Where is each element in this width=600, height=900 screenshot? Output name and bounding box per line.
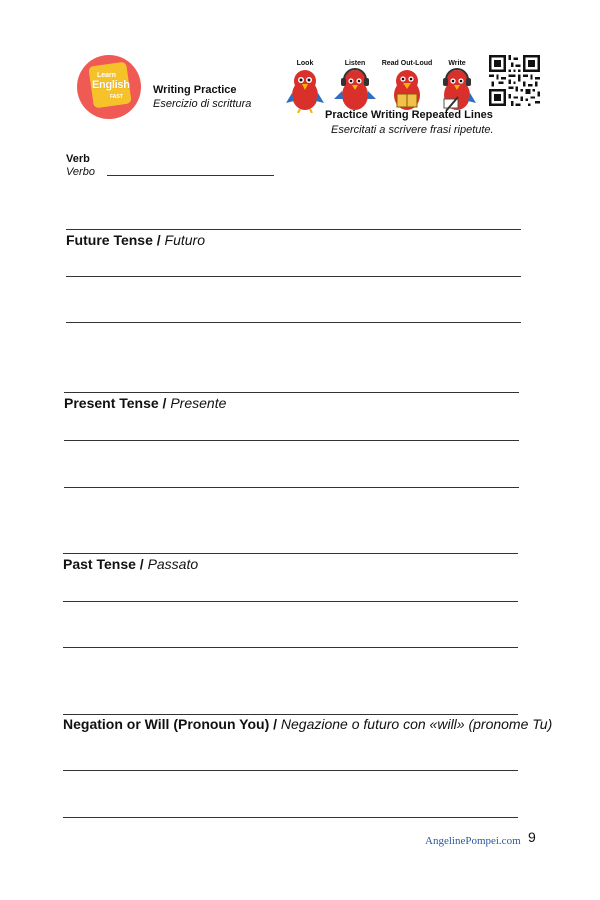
writing-line[interactable]	[64, 392, 519, 393]
writing-line[interactable]	[63, 553, 518, 554]
section-heading-separator: /	[269, 716, 281, 732]
step-label-read-out-loud: Read Out-Loud	[381, 60, 433, 67]
section-heading-it: Passato	[147, 556, 199, 572]
writing-line[interactable]	[66, 322, 521, 323]
section-heading-separator: /	[152, 232, 165, 248]
section-heading-it: Presente	[170, 395, 227, 411]
page-number: 9	[528, 829, 536, 845]
parrot-write-icon	[436, 67, 478, 113]
learn-english-fast-logo	[77, 55, 141, 119]
section-heading-future	[66, 232, 205, 248]
verb-label: Verb	[66, 153, 90, 165]
section-heading-it: Futuro	[164, 232, 206, 248]
logo-text-learn: Learn	[97, 72, 117, 79]
section-heading-negation	[63, 716, 552, 732]
logo-text-english: English	[92, 79, 130, 91]
logo-text-fast: FAST	[110, 94, 123, 100]
parrot-look-icon	[284, 67, 326, 113]
writing-line[interactable]	[63, 817, 518, 818]
practice-title: Practice Writing Repeated Lines	[325, 109, 493, 121]
writing-line[interactable]	[63, 770, 518, 771]
parrot-read-out-loud-icon	[386, 67, 428, 113]
step-label-write: Write	[448, 60, 466, 67]
step-label-look: Look	[296, 60, 314, 67]
section-heading-en: Future Tense	[66, 232, 153, 248]
parrot-listen-icon	[334, 67, 376, 113]
section-heading-separator: /	[158, 395, 171, 411]
section-heading-it: Negazione o futuro con «will» (pronome Tu)	[280, 716, 553, 732]
writing-line[interactable]	[64, 487, 519, 488]
section-heading-past	[63, 556, 198, 572]
qr-code-icon	[489, 55, 540, 106]
verb-writing-line[interactable]	[107, 175, 274, 176]
section-heading-separator: /	[135, 556, 148, 572]
writing-line[interactable]	[63, 601, 518, 602]
header-subtitle: Esercizio di scrittura	[153, 98, 252, 110]
section-heading-en: Past Tense	[63, 556, 136, 572]
footer-website-link[interactable]: AngelinePompei.com	[425, 835, 521, 847]
section-heading-en: Negation or Will (Pronoun You)	[63, 716, 270, 732]
step-label-listen: Listen	[344, 60, 366, 67]
writing-line[interactable]	[63, 714, 518, 715]
header-title: Writing Practice	[153, 84, 237, 96]
writing-line[interactable]	[64, 440, 519, 441]
practice-subtitle: Esercitati a scrivere frasi ripetute.	[331, 124, 494, 136]
writing-line[interactable]	[66, 276, 521, 277]
writing-line[interactable]	[63, 647, 518, 648]
section-heading-en: Present Tense	[64, 395, 159, 411]
verb-sublabel: Verbo	[66, 166, 95, 178]
writing-line[interactable]	[66, 229, 521, 230]
section-heading-present	[64, 395, 226, 411]
